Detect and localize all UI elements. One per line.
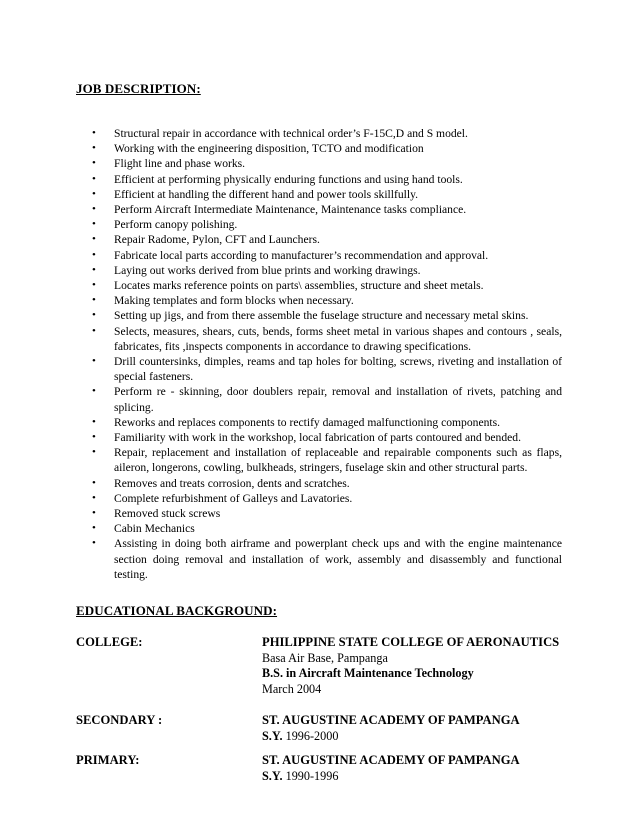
primary-sy-label: S.Y. — [262, 768, 283, 783]
list-item: • Familiarity with work in the workshop, local fabrication of parts contoured and bended. — [76, 430, 562, 445]
list-item: • Structural repair in accordance with technical order’s F-15C,D and S model. — [76, 126, 562, 141]
list-item: • Cabin Mechanics — [76, 521, 562, 536]
college-date: March 2004 — [262, 681, 322, 696]
list-item: • Efficient at handling the different hand and power tools skillfully. — [76, 187, 562, 202]
primary-label: PRIMARY: — [76, 753, 140, 767]
college-label: COLLEGE: — [76, 635, 143, 649]
primary-school-name: ST. AUGUSTINE ACADEMY OF PAMPANGA — [262, 753, 520, 767]
secondary-school-name: ST. AUGUSTINE ACADEMY OF PAMPANGA — [262, 713, 520, 727]
list-item: • Drill countersinks, dimples, reams and tap holes for bolting, screws, riveting and installation of special fasteners. — [76, 354, 562, 384]
list-item: • Locates marks reference points on parts\ assemblies, structure and sheet metals. — [76, 278, 562, 293]
list-item: • Perform canopy polishing. — [76, 217, 562, 232]
college-details — [262, 635, 572, 697]
list-item: • Fabricate local parts according to manufacturer’s recommendation and approval. — [76, 248, 562, 263]
job-duties-list — [76, 126, 562, 582]
list-item: • Removes and treats corrosion, dents and scratches. — [76, 476, 562, 491]
list-item: • Working with the engineering disposition, TCTO and modification — [76, 141, 562, 156]
list-item: • Making templates and form blocks when necessary. — [76, 293, 562, 308]
list-item: • Perform re - skinning, door doublers repair, removal and installation of rivets, patching and splicing. — [76, 384, 562, 414]
primary-school-year — [262, 769, 572, 785]
secondary-label: SECONDARY : — [76, 713, 163, 727]
list-item: • Complete refurbishment of Galleys and Lavatories. — [76, 491, 562, 506]
list-item: • Setting up jigs, and from there assemble the fuselage structure and necessary metal skins. — [76, 308, 562, 323]
college-degree: B.S. in Aircraft Maintenance Technology — [262, 666, 474, 681]
list-item: • Efficient at performing physically enduring functions and using hand tools. — [76, 172, 562, 187]
list-item: • Selects, measures, shears, cuts, bends, forms sheet metal in various shapes and contours , seals, fabricates, fits ,inspects components in accordance to drawing specifications. — [76, 324, 562, 354]
secondary-sy-label: S.Y. — [262, 728, 283, 743]
job-description-heading: JOB DESCRIPTION: — [76, 81, 201, 96]
list-item: • Reworks and replaces components to rectify damaged malfunctioning components. — [76, 415, 562, 430]
list-item: • Assisting in doing both airframe and powerplant check ups and with the engine maintenance section doing removal and installation of work, assembly and disassembly and functional testing. — [76, 536, 562, 582]
list-item: • Perform Aircraft Intermediate Maintenance, Maintenance tasks compliance. — [76, 202, 562, 217]
primary-sy-value: 1990-1996 — [282, 768, 339, 783]
college-school-name: PHILIPPINE STATE COLLEGE OF AERONAUTICS — [262, 635, 560, 649]
educational-background-heading: EDUCATIONAL BACKGROUND: — [76, 603, 278, 618]
list-item: • Repair, replacement and installation of replaceable and repairable components such as flaps, aileron, longerons, cowling, bulkheads, stringers, fuselage skin and other structural parts. — [76, 445, 562, 475]
primary-details — [262, 753, 572, 784]
list-item: • Flight line and phase works. — [76, 156, 562, 171]
list-item: • Repair Radome, Pylon, CFT and Launchers. — [76, 232, 562, 247]
list-item: • Removed stuck screws — [76, 506, 562, 521]
secondary-school-year — [262, 729, 572, 745]
secondary-details — [262, 713, 572, 744]
college-location: Basa Air Base, Pampanga — [262, 650, 388, 665]
list-item: • Laying out works derived from blue prints and working drawings. — [76, 263, 562, 278]
secondary-sy-value: 1996-2000 — [282, 728, 339, 743]
